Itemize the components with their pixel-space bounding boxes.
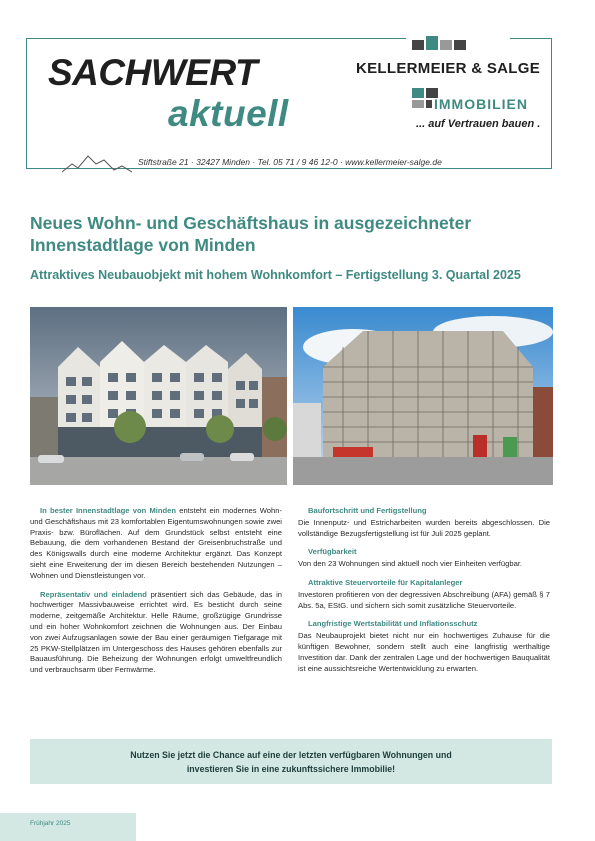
article-column-right [298,506,550,682]
company-name: KELLERMEIER & SALGE [356,60,541,77]
article-column-left [30,506,282,684]
article-headline: Neues Wohn- und Geschäftshaus in ausgezeichneter Innenstadtlage von Minden [30,213,472,255]
mountain-decoration-icon [62,150,132,174]
building-rendering-image [30,307,287,485]
company-subtitle: IMMOBILIEN [434,96,528,112]
cta-line-1: Nutzen Sie jetzt die Chance auf eine der letzten verfügbaren Wohnungen und [130,750,452,760]
newsletter-subtitle: aktuell [168,93,289,134]
text-progress: Die Innenputz- und Estricharbeiten wurden bereits abgeschlossen. Die vollständige Bezugsfertigstellung ist für Juli 2025 geplant. [298,517,550,538]
text-value: Das Neubauprojekt bietet nicht nur ein hochwertiges Zuhause für die künftigen Bewohner, sondern stellt auch eine langfristig werthaltige Investition dar. Dank der zentralen Lage und der hochwertigen Bauqualität ist eine aussichtsreiche Wertentwicklung zu erwarten. [298,631,550,673]
heading-value: Langfristige Wertstabilität und Inflationsschutz [308,619,478,629]
newsletter-title: SACHWERT [48,52,258,93]
text-location: entsteht ein modernes Wohn- und Geschäftshaus mit 23 komfortablen Eigentumswohnungen sowie zwei Praxis- bzw. Büroflächen. Auf dem Grundstück selbst entsteht eine Bebauung, die dem vorhandenen Bestand der Greisenbruchstraße und des Königswalls durch eine moderne Architektur ergänzt. Das Konzept sieht eine Erweiterung der im diesen Bereich bestehenden Nutzungen – Wohnen und Dienstleistungen vor. [30,506,282,580]
lead-location: In bester Innenstadtlage von Minden [40,506,177,515]
heading-tax: Attraktive Steuervorteile für Kapitalanleger [308,577,463,587]
footer-edition [0,813,136,841]
text-tax: Investoren profitieren von der degressiven Abschreibung (AFA) gemäß § 7 Abs. 5a, EStG. und sichern sich somit zusätzliche Steuervorteile. [298,589,550,610]
text-availability: Von den 23 Wohnungen sind aktuell noch vier Einheiten verfügbar. [298,559,523,569]
construction-site-image [293,307,553,485]
cta-line-2: investieren Sie in eine zukunftssichere Immobilie! [186,764,396,774]
article-subheadline: Attraktives Neubauobjekt mit hohem Wohnkomfort – Fertigstellung 3. Quartal 2025 [30,268,521,282]
heading-availability: Verfügbarkeit [308,547,357,557]
heading-progress: Baufortschritt und Fertigstellung [308,506,427,515]
edition-label: Frühjahr 2025 [30,820,71,827]
text-architecture: präsentiert sich das Gebäude, das in hochwertiger Massivbauweise errichtet wird. Es besticht durch seine moderne, zeitgemäße Architektur. Helle Räume, großzügige Grundrisse und ein hoher Wohnkomfort zeichnen die Wohnungen aus. Der Einbau von zwei Aufzugsanlagen sowie der Bau einer geräumigen Tiefgarage mit 25 PKW-Stellplätzen im Untergeschoss des Hauses gehören ebenfalls zur Bauausführung. Die Beheizung der Wohnungen erfolgt umweltfreundlich und verbrauchsarm über Fernwärme. [30,589,282,675]
paragraph-architecture [30,590,282,676]
call-to-action-box [30,739,552,784]
paragraph-location [30,506,282,582]
lead-architecture: Repräsentativ und einladend [40,589,147,599]
company-slogan: ... auf Vertrauen bauen . [416,118,541,130]
contact-address: Stiftstraße 21 · 32427 Minden · Tel. 05 71 / 9 46 12-0 · www.kellermeier-salge.de [138,157,442,167]
